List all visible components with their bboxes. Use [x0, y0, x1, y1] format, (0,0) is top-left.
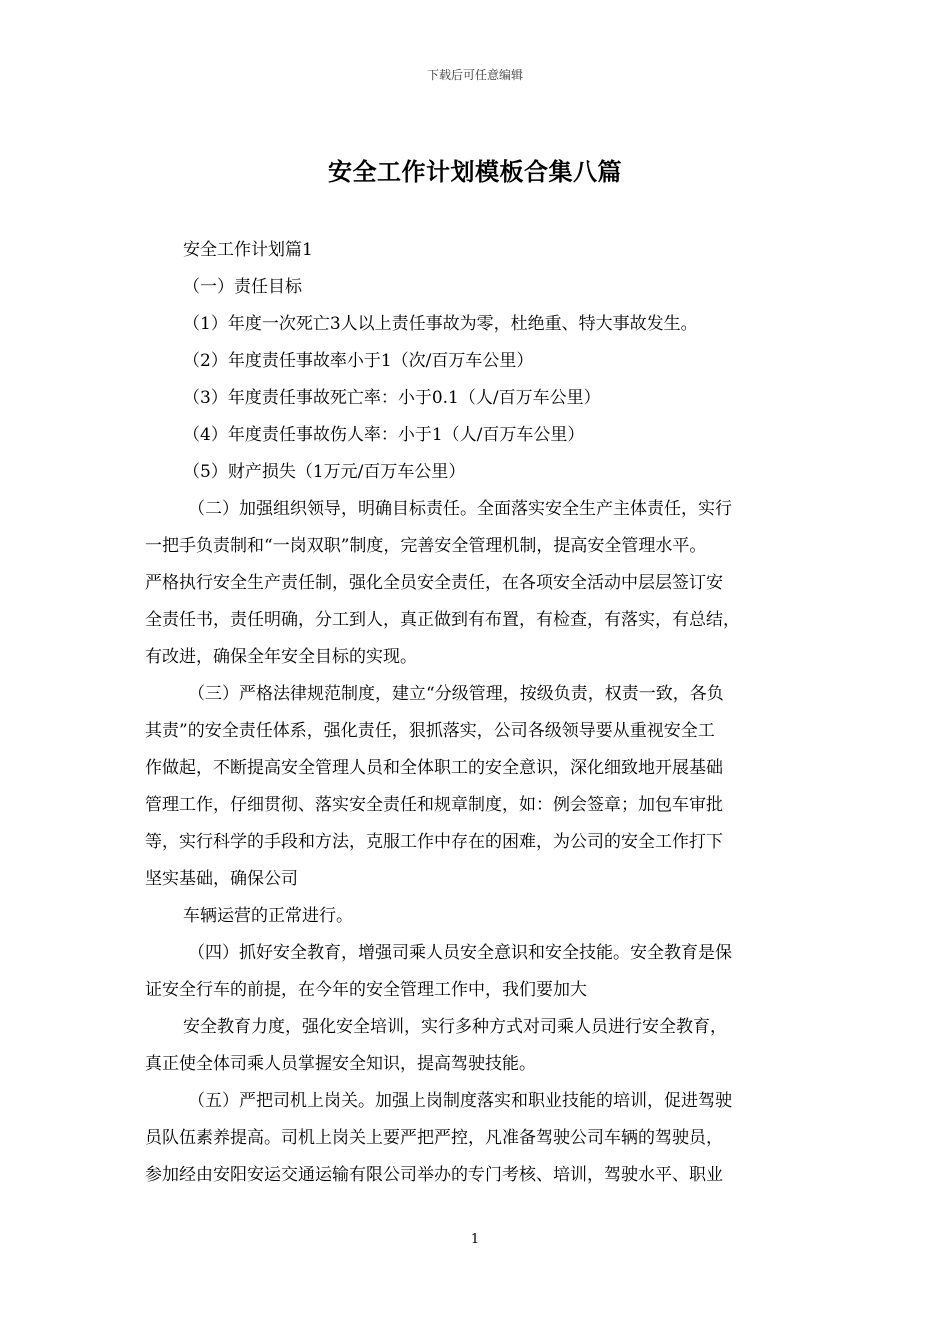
subsection-heading: （一）责任目标: [183, 277, 302, 297]
section-heading: 安全工作计划篇1: [183, 240, 313, 260]
goal-item: （4）年度责任事故伤人率：小于1（人/百万车公里）: [183, 425, 585, 445]
page-number: 1: [470, 1232, 480, 1247]
paragraph-line: 一把手负责制和“一岗双职”制度，完善安全管理机制，提高安全管理水平。: [145, 536, 707, 556]
paragraph-line: 严格执行安全生产责任制，强化全员安全责任，在各项安全活动中层层签订安: [145, 573, 723, 593]
paragraph-line: （二）加强组织领导，明确目标责任。全面落实安全生产主体责任，实行: [188, 499, 732, 519]
paragraph-line: 真正使全体司乘人员掌握安全知识，提高驾驶技能。: [145, 1054, 536, 1074]
paragraph-line: 安全教育力度，强化安全培训，实行多种方式对司乘人员进行安全教育，: [183, 1017, 727, 1037]
paragraph-line: （四）抓好安全教育，增强司乘人员安全意识和安全技能。安全教育是保: [188, 943, 732, 963]
goal-item: （1）年度一次死亡3人以上责任事故为零，杜绝重、特大事故发生。: [183, 314, 698, 334]
paragraph-line: 全责任书，责任明确，分工到人，真正做到有布置，有检查，有落实，有总结，: [145, 610, 740, 630]
paragraph-line: 证安全行车的前提，在今年的安全管理工作中，我们要加大: [145, 980, 587, 1000]
paragraph-line: 作做起，不断提高安全管理人员和全体职工的安全意识，深化细致地开展基础: [145, 758, 723, 778]
paragraph-line: （五）严把司机上岗关。加强上岗制度落实和职业技能的培训，促进驾驶: [188, 1091, 732, 1111]
paragraph-line: 管理工作，仔细贯彻、落实安全责任和规章制度，如：例会签章；加包车审批: [145, 795, 723, 815]
paragraph-line: 等，实行科学的手段和方法，克服工作中存在的困难，为公司的安全工作打下: [145, 832, 723, 852]
paragraph-line: 员队伍素养提高。司机上岗关上要严把严控，凡准备驾驶公司车辆的驾驶员，: [145, 1128, 723, 1148]
document-title: 安全工作计划模板合集八篇: [328, 157, 622, 186]
goal-item: （2）年度责任事故率小于1（次/百万车公里）: [183, 351, 534, 371]
header-note: 下载后可任意编辑: [426, 68, 523, 82]
goal-item: （3）年度责任事故死亡率：小于0.1（人/百万车公里）: [183, 388, 601, 408]
paragraph-line: 参加经由安阳安运交通运输有限公司举办的专门考核、培训，驾驶水平、职业: [145, 1165, 723, 1185]
goal-item: （5）财产损失（1万元/百万车公里）: [183, 462, 466, 482]
paragraph-line: 坚实基础，确保公司: [145, 869, 298, 889]
paragraph-line: 其责”的安全责任体系，强化责任，狠抓落实，公司各级领导要从重视安全工: [145, 721, 715, 741]
paragraph-line: 车辆运营的正常进行。: [183, 906, 353, 926]
paragraph-line: （三）严格法律规范制度，建立“分级管理，按级负责，权责一致，各负: [188, 684, 724, 704]
paragraph-line: 有改进，确保全年安全目标的实现。: [145, 647, 417, 667]
document-body: [145, 232, 820, 1194]
